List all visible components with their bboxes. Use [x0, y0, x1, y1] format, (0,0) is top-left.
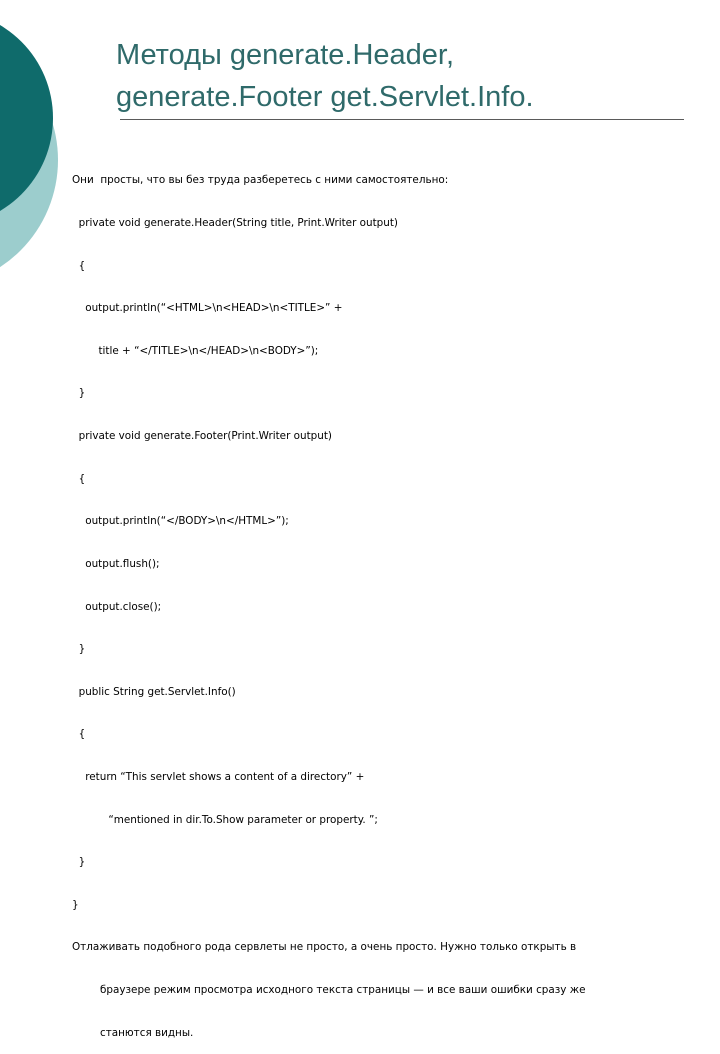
slide-title-line-2: generate.Footer get.Servlet.Info.	[116, 81, 534, 113]
body-line: Они просты, что вы без труда разберетесь с ними самостоятельно:	[72, 174, 449, 187]
slide-title	[116, 34, 696, 118]
code-line: public String get.Servlet.Info()	[72, 685, 236, 698]
code-line: output.flush();	[72, 557, 160, 570]
code-line: “mentioned in dir.To.Show parameter or property. ”;	[72, 813, 378, 826]
code-line: }	[72, 856, 86, 869]
code-line: output.close();	[72, 600, 162, 613]
code-line: output.println(“</BODY>\n</HTML>”);	[72, 515, 289, 528]
code-line: }	[72, 643, 86, 656]
code-line: private void generate.Footer(Print.Writer output)	[72, 430, 332, 443]
outro-line-1: Отлаживать подобного рода сервлеты не просто, а очень просто. Нужно только открыть в	[72, 941, 577, 954]
code-line: }	[72, 898, 79, 911]
slide-body	[72, 145, 702, 1054]
outro-line-2: браузере режим просмотра исходного текста страницы — и все ваши ошибки сразу же	[100, 983, 586, 996]
code-line: private void generate.Header(String title, Print.Writer output)	[72, 217, 398, 230]
code-line: title + “</TITLE>\n</HEAD>\n<BODY>”);	[72, 344, 319, 357]
outro-line-3: станются видны.	[100, 1026, 194, 1039]
slide-title-line-1: Методы generate.Header,	[116, 39, 455, 71]
code-line: {	[72, 259, 86, 272]
title-divider	[120, 119, 684, 120]
code-line: }	[72, 387, 86, 400]
code-line: return “This servlet shows a content of a directory” +	[72, 770, 365, 783]
code-line: {	[72, 728, 86, 741]
decorative-circles	[0, 0, 60, 300]
code-line: {	[72, 472, 86, 485]
code-line: output.println(“<HTML>\n<HEAD>\n<TITLE>” +	[72, 302, 343, 315]
